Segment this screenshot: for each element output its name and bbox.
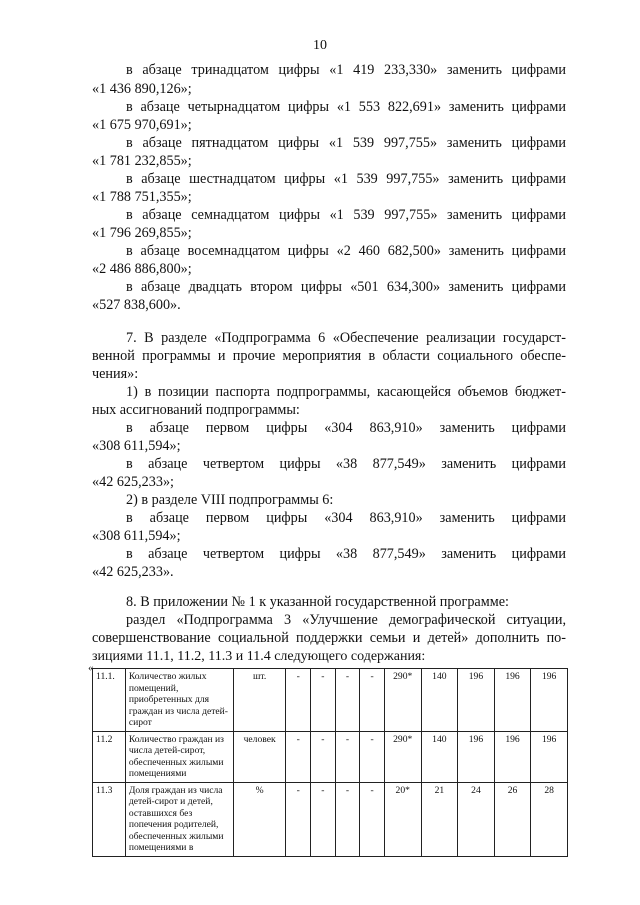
paragraph-line: «527 838,600». [92, 297, 181, 313]
paragraph-line: в абзаце семнадцатом цифры «1 539 997,755» заменить цифрами [126, 207, 566, 223]
paragraph-line: зициями 11.1, 11.2, 11.3 и 11.4 следующего содержания: [92, 649, 426, 664]
paragraph-line: в абзаце четырнадцатом цифры «1 553 822,691» заменить цифрами [126, 99, 566, 115]
value-cell: 20* [384, 782, 421, 856]
indicator-name-cell: Количество жилых помещений, приобретенных для граждан из числа детей-сирот [125, 669, 233, 732]
section-heading-line: 7. В разделе «Подпрограмма 6 «Обеспечение реализации государст- [126, 330, 566, 346]
value-cell: 140 [421, 731, 458, 782]
paragraph-line: «1 796 269,855»; [92, 225, 192, 241]
paragraph-line: «1 675 970,691»; [92, 117, 192, 133]
value-cell: - [335, 731, 360, 782]
value-cell: - [335, 782, 360, 856]
paragraph-line: 2) в разделе VIII подпрограммы 6: [126, 492, 334, 508]
value-cell: - [286, 731, 311, 782]
paragraph-line: «42 625,233»; [92, 474, 174, 490]
paragraph-line: раздел «Подпрограмма 3 «Улучшение демографической ситуации, [126, 612, 566, 628]
value-cell: - [286, 782, 311, 856]
table-row [93, 731, 568, 782]
paragraph-line: в абзаце шестнадцатом цифры «1 539 997,755» заменить цифрами [126, 171, 566, 187]
paragraph-line: в абзаце первом цифры «304 863,910» заменить цифрами [126, 420, 566, 436]
value-cell: - [360, 782, 385, 856]
indicator-name-cell: Доля граждан из числа детей-сирот и детей, оставшихся без попечения родителей, обеспеченных жилыми помещениями в [125, 782, 233, 856]
value-cell: 26 [494, 782, 531, 856]
value-cell: 21 [421, 782, 458, 856]
value-cell: 196 [531, 669, 568, 732]
page-number: 10 [313, 38, 327, 53]
value-cell: 28 [531, 782, 568, 856]
paragraph-line: в абзаце восемнадцатом цифры «2 460 682,500» заменить цифрами [126, 243, 566, 259]
paragraph-line: ных ассигнований подпрограммы: [92, 402, 300, 418]
value-cell: - [360, 731, 385, 782]
paragraph-line: в абзаце тринадцатом цифры «1 419 233,330» заменить цифрами [126, 62, 566, 78]
unit-cell: человек [233, 731, 286, 782]
section-heading-line: 8. В приложении № 1 к указанной государственной программе: [126, 594, 509, 610]
row-number-cell: 11.3 [93, 782, 126, 856]
paragraph-line: «1 788 751,355»; [92, 189, 192, 205]
paragraph-line: «42 625,233». [92, 564, 174, 580]
unit-cell: шт. [233, 669, 286, 732]
value-cell: 196 [494, 669, 531, 732]
paragraph-line: венной программы и прочие мероприятия в области социального обеспе- [92, 348, 566, 364]
value-cell: - [311, 669, 336, 732]
paragraph-line: 1) в позиции паспорта подпрограммы, касающейся объемов бюджет- [126, 384, 566, 400]
value-cell: 196 [531, 731, 568, 782]
paragraph-line: «1 436 890,126»; [92, 81, 192, 97]
value-cell: 290* [384, 731, 421, 782]
paragraph-line: «1 781 232,855»; [92, 153, 192, 169]
indicators-table [92, 668, 568, 857]
value-cell: 290* [384, 669, 421, 732]
unit-cell: % [233, 782, 286, 856]
value-cell: - [311, 782, 336, 856]
row-number-cell: 11.1. [93, 669, 126, 732]
opening-quote: « [88, 662, 94, 674]
paragraph-line: «308 611,594»; [92, 528, 181, 544]
paragraph-line: в абзаце пятнадцатом цифры «1 539 997,755» заменить цифрами [126, 135, 566, 151]
table-row [93, 782, 568, 856]
row-number-cell: 11.2 [93, 731, 126, 782]
paragraph-line: в абзаце четвертом цифры «38 877,549» заменить цифрами [126, 456, 566, 472]
paragraph-line: чения»: [92, 366, 139, 382]
indicator-name-cell: Количество граждан из числа детей-сирот, обеспеченных жилыми помещениями [125, 731, 233, 782]
value-cell: - [286, 669, 311, 732]
value-cell: 140 [421, 669, 458, 732]
paragraph-line: совершенствование социальной поддержки семьи и детей» дополнить по- [92, 630, 566, 646]
table-row [93, 669, 568, 732]
paragraph-line: в абзаце первом цифры «304 863,910» заменить цифрами [126, 510, 566, 526]
value-cell: 196 [494, 731, 531, 782]
paragraph-line: в абзаце двадцать втором цифры «501 634,300» заменить цифрами [126, 279, 566, 295]
value-cell: - [311, 731, 336, 782]
paragraph-line: «2 486 886,800»; [92, 261, 192, 277]
paragraph-line: в абзаце четвертом цифры «38 877,549» заменить цифрами [126, 546, 566, 562]
value-cell: - [335, 669, 360, 732]
value-cell: 196 [458, 731, 495, 782]
value-cell: - [360, 669, 385, 732]
paragraph-line: «308 611,594»; [92, 438, 181, 454]
value-cell: 196 [458, 669, 495, 732]
value-cell: 24 [458, 782, 495, 856]
